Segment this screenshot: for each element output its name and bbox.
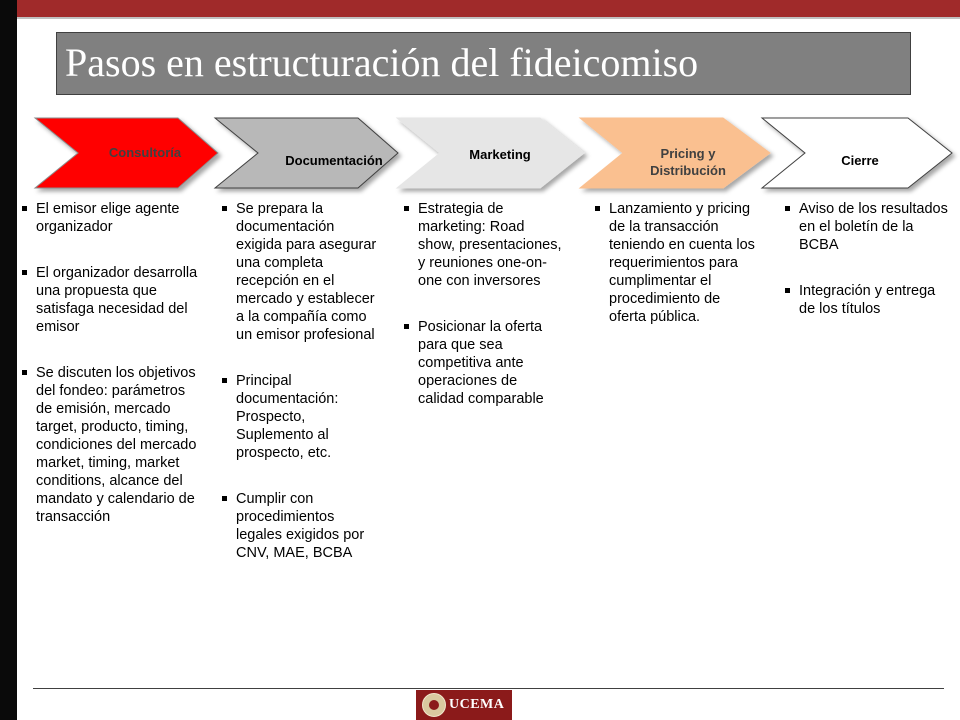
column-cierre	[785, 200, 953, 318]
bullet-item: Estrategia de marketing: Road show, presentaciones, y reuniones one-on-one con inversores	[404, 200, 562, 290]
bullet-item: Principal documentación: Prospecto, Suplemento al prospecto, etc.	[222, 372, 382, 462]
step-label-documentacion: Documentación	[285, 153, 383, 168]
bullet-item: El emisor elige agente organizador	[22, 200, 204, 236]
step-label-consultoria: Consultoría	[108, 145, 182, 160]
step-label-marketing: Marketing	[469, 147, 531, 162]
bullet-item: Integración y entrega de los títulos	[785, 282, 953, 318]
column-documentacion	[222, 200, 382, 562]
bullet-item: Se prepara la documentación exigida para asegurar una completa recepción en el mercado y establecer a la compañía como un emisor profesional	[222, 200, 382, 344]
ucema-logo	[416, 690, 512, 720]
bullet-item: Se discuten los objetivos del fondeo: parámetros de emisión, mercado target, producto, timing, condiciones del mercado market, timing, market conditions, alcance del mandato y calendario de transacción	[22, 364, 204, 526]
seal-icon	[422, 693, 446, 717]
bullet-item: Cumplir con procedimientos legales exigidos por CNV, MAE, BCBA	[222, 490, 382, 562]
page-title: Pasos en estructuración del fideicomiso	[65, 40, 699, 85]
column-consultoria	[22, 200, 204, 526]
bullet-item: Lanzamiento y pricing de la transacción teniendo en cuenta los requerimientos para cumplimentar el procedimiento de oferta pública.	[595, 200, 761, 326]
step-label-cierre: Cierre	[841, 153, 879, 168]
bullet-item: Posicionar la oferta para que sea competitiva ante operaciones de calidad comparable	[404, 318, 562, 408]
column-pricing	[595, 200, 761, 326]
step-label-pricing: Pricing y Distribución	[650, 146, 726, 178]
bullet-item: El organizador desarrolla una propuesta que satisfaga necesidad del emisor	[22, 264, 204, 336]
bullet-item: Aviso de los resultados en el boletín de la BCBA	[785, 200, 953, 254]
column-marketing	[404, 200, 562, 408]
footer-divider	[33, 688, 944, 689]
logo-text: UCEMA	[449, 697, 505, 712]
